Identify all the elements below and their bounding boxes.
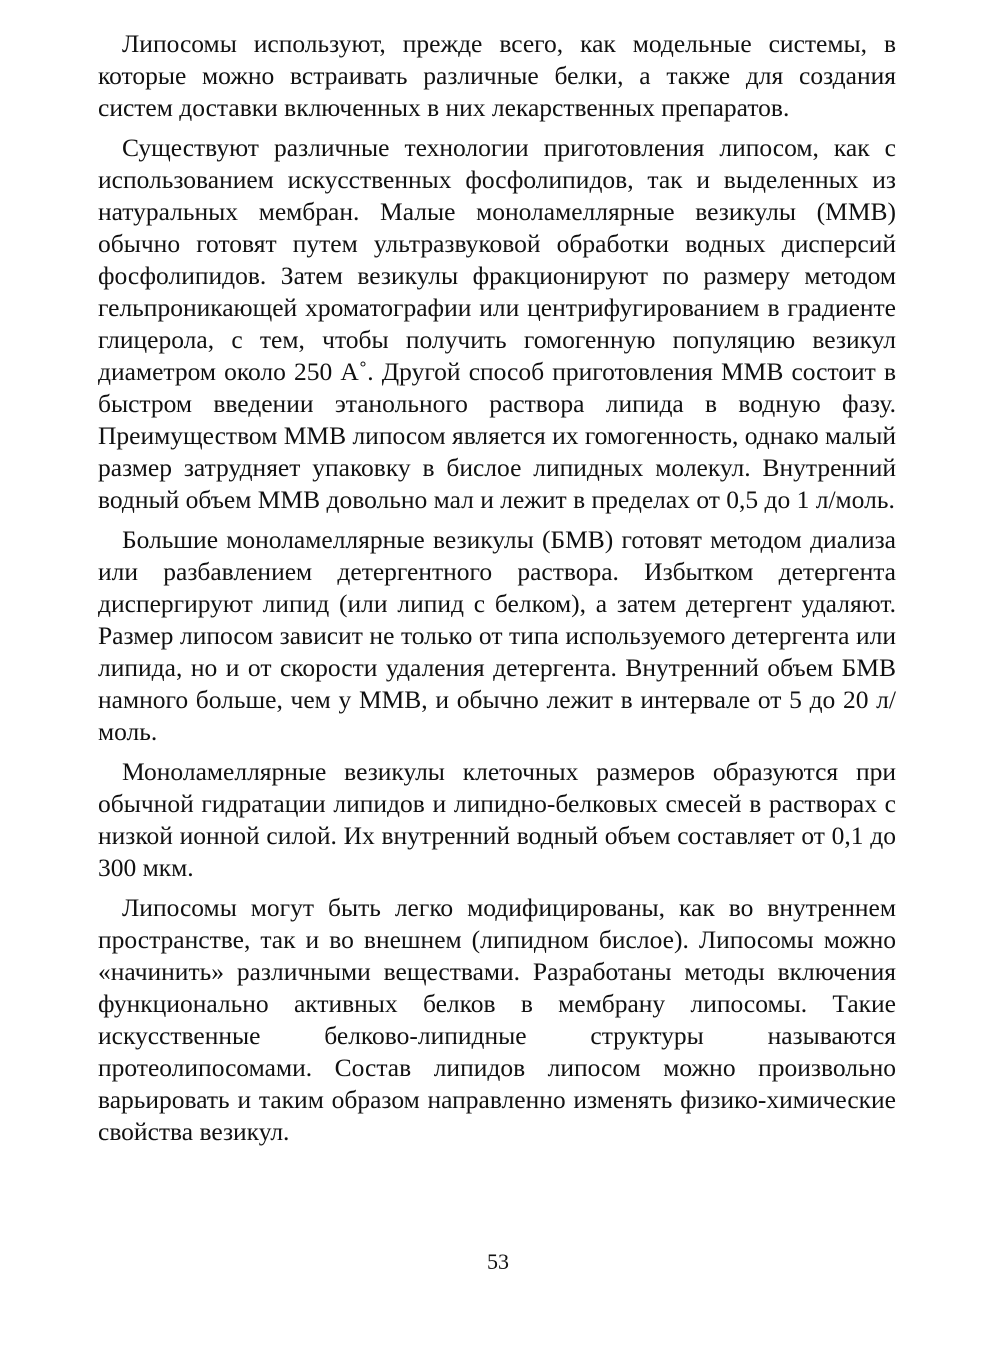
paragraph-5: Липосомы могут быть легко модифицированы, как во внутреннем пространстве, так и во внешнем (липидном бислое). Липосомы можно «начинить» различными веществами. Разработаны методы включения функционально активных белков в мембрану липосомы. Такие искусственные белково-липидные структуры называются протеолипосомами. Состав липидов липосом можно произвольно варьировать и таким образом направленно изменять физико-химические свойства везикул.	[98, 893, 896, 1146]
paragraph-4: Моноламеллярные везикулы клеточных размеров образуются при обычной гидратации липидов и липидно-белковых смесей в растворах с низкой ионной силой. Их внутренний водный объем составляет от 0,1 до 300 мкм.	[98, 757, 896, 882]
paragraph-3: Большие моноламеллярные везикулы (БМВ) готовят методом диализа или разбавлением детергентного раствора. Избытком детергента диспергируют липид (или липид с белком), а затем детергент удаляют. Размер липосом зависит не только от типа используемого детергента или липида, но и от скорости удаления детергента. Внутренний объем БМВ намного больше, чем у ММВ, и обычно лежит в интервале от 5 до 20 л/моль.	[98, 525, 896, 746]
page-number: 53	[487, 1249, 509, 1274]
paragraph-1: Липосомы используют, прежде всего, как модельные системы, в которые можно встраивать различные белки, а также для создания систем доставки включенных в них лекарственных препаратов.	[98, 29, 896, 122]
paragraph-2: Существуют различные технологии приготовления липосом, как с использованием искусственных фосфолипидов, так и выделенных из натуральных мембран. Малые моноламеллярные везикулы (ММВ) обычно готовят путем ультразвуковой обработки водных дисперсий фосфолипидов. Затем везикулы фракционируют по размеру методом гельпроникающей хроматографии или центрифугированием в градиенте глицерола, с тем, чтобы получить гомогенную популяцию везикул диаметром около 250 А˚. Другой способ приготовления ММВ состоит в быстром введении этанольного раствора липида в водную фазу. Преимуществом ММВ липосом является их гомогенность, однако малый размер затрудняет упаковку в бислое липидных молекул. Внутренний водный объем ММВ довольно мал и лежит в пределах от 0,5 до 1 л/моль.	[98, 133, 896, 514]
page-body	[98, 28, 896, 1156]
